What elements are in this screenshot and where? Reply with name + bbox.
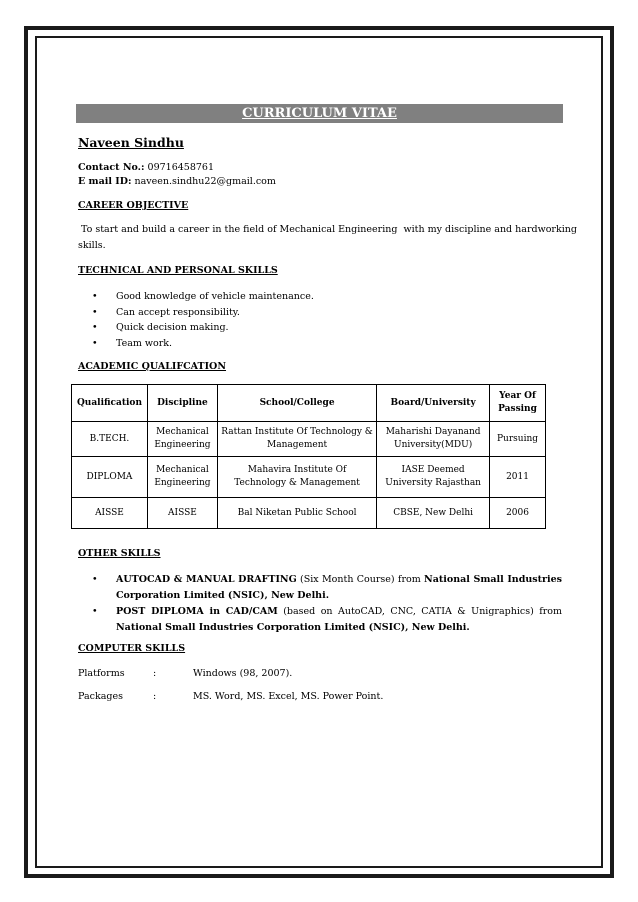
list-item: • Good knowledge of vehicle maintenance.: [92, 289, 314, 305]
email-value: naveen.sindhu22@gmail.com: [134, 176, 276, 187]
academic-heading: ACADEMIC QUALIFCATION: [78, 361, 227, 372]
list-item: • Can accept responsibility.: [92, 305, 314, 321]
skill-label: Packages: [78, 691, 123, 702]
table-cell: Pursuing: [490, 422, 546, 457]
phone-label: Contact No.:: [78, 162, 145, 173]
email-label: E mail ID:: [78, 176, 132, 187]
skills-heading: TECHNICAL AND PERSONAL SKILLS: [78, 265, 278, 276]
column-header: School/College: [217, 385, 376, 422]
phone-value: 09716458761: [147, 162, 215, 173]
table-cell: 2011: [490, 457, 546, 498]
skill-separator: :: [153, 668, 157, 679]
list-item: [92, 604, 562, 636]
career-objective-line: To start and build a career in the field of Mechanical Engineering with my discipline and hardworking: [78, 224, 577, 235]
table-cell: CBSE, New Delhi: [377, 498, 490, 529]
column-header: Qualification: [72, 385, 148, 422]
table-cell: AISSE: [147, 498, 217, 529]
career-objective-heading: CAREER OBJECTIVE: [78, 200, 189, 211]
course-detail: (based on AutoCAD, CNC, CATIA & Unigraphics) from: [277, 606, 562, 617]
table-cell: Mechanical Engineering: [147, 457, 217, 498]
course-title: AUTOCAD & MANUAL DRAFTING: [116, 574, 297, 585]
skill-label: Platforms: [78, 668, 125, 679]
contact-email: [78, 176, 276, 187]
table-row: [72, 457, 546, 498]
table-cell: Mahavira Institute Of Technology & Management: [217, 457, 376, 498]
table-row: [72, 422, 546, 457]
table-header-row: [72, 385, 546, 422]
skill-separator: :: [153, 691, 157, 702]
table-cell: Mechanical Engineering: [147, 422, 217, 457]
list-item: [92, 572, 562, 604]
table-cell: B.TECH.: [72, 422, 148, 457]
table-cell: DIPLOMA: [72, 457, 148, 498]
table-cell: AISSE: [72, 498, 148, 529]
table-cell: 2006: [490, 498, 546, 529]
other-skills-heading: OTHER SKILLS: [78, 548, 161, 559]
course-detail: (Six Month Course) from: [296, 574, 425, 585]
course-institute: National Small Industries Corporation Limited (NSIC), New Delhi.: [116, 622, 470, 633]
table-row: [72, 498, 546, 529]
table-cell: Rattan Institute Of Technology & Management: [217, 422, 376, 457]
candidate-name: Naveen Sindhu: [78, 135, 184, 150]
list-item: • Quick decision making.: [92, 320, 314, 336]
course-title: POST DIPLOMA in CAD/CAM: [116, 606, 278, 617]
skills-list: [92, 289, 314, 351]
career-objective-line: skills.: [78, 240, 106, 251]
table-cell: Maharishi Dayanand University(MDU): [377, 422, 490, 457]
academic-table: [71, 384, 546, 529]
column-header: Discipline: [147, 385, 217, 422]
column-header: Board/University: [377, 385, 490, 422]
computer-skills-heading: COMPUTER SKILLS: [78, 643, 186, 654]
skill-value: Windows (98, 2007).: [193, 668, 293, 679]
contact-phone: [78, 162, 214, 173]
table-cell: IASE Deemed University Rajasthan: [377, 457, 490, 498]
course-institute: National Small Industries Corporation Limited (NSIC), New Delhi.: [116, 574, 563, 601]
skill-value: MS. Word, MS. Excel, MS. Power Point.: [193, 691, 384, 702]
list-item: • Team work.: [92, 336, 314, 352]
career-objective-text: [78, 222, 577, 254]
other-skills-list: [92, 572, 562, 636]
cv-title: CURRICULUM VITAE: [76, 104, 563, 123]
column-header: Year Of Passing: [490, 385, 546, 422]
table-cell: Bal Niketan Public School: [217, 498, 376, 529]
